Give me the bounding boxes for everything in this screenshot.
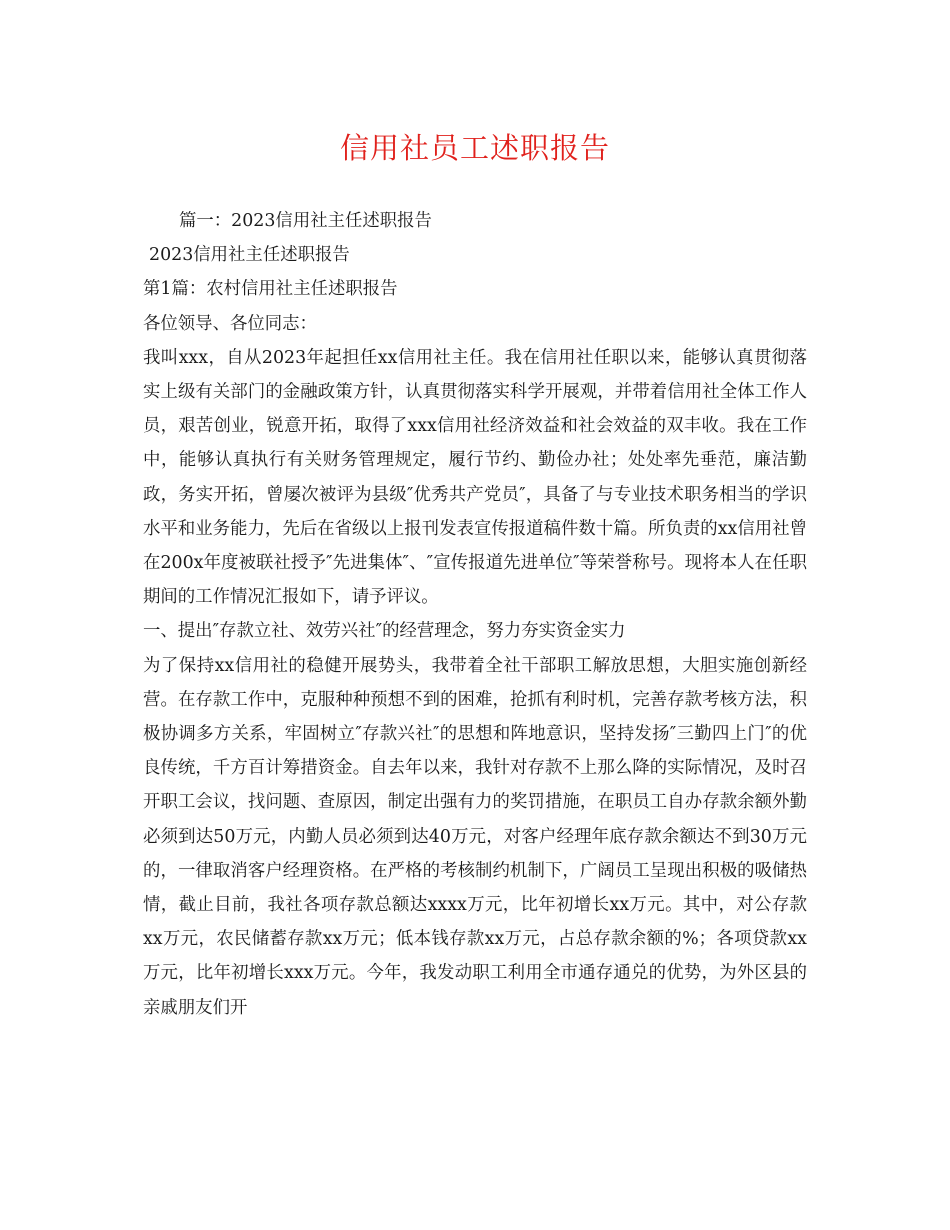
paragraph-heading-one: 一、提出″存款立社、效劳兴社″的经营理念，努力夯实资金实力 <box>143 621 626 642</box>
paragraph-deposits: 为了保持xx信用社的稳健开展势头，我带着全社干部职工解放思想，大胆实施创新经营。在存款工作中，克服种种预想不到的困难，抢抓有利时机，完善存款考核方法，积极协调多方关系，牢固树立″存款兴社″的思想和阵地意识，坚持发扬″三勤四上门″的优良传统，千方百计筹措资金。自去年以来，我针对存款不上那么降的实际情况，及时召开职工会议，找问题、查原因，制定出强有力的奖罚措施，在职员工自办存款余额外勤必须到达50万元，内勤人员必须到达40万元，对客户经理年底存款余额达不到30万元的，一律取消客户经理资格。在严格的考核制约机制下，广阔员工呈现出积极的吸储热情，截止目前，我社各项存款总额达xxxx万元，比年初增长xx万元。其中，对公存款xx万元，农民储蓄存款xx万元；低本钱存款xx万元，占总存款余额的%；各项贷款xx万元，比年初增长xxx万元。今年，我发动职工利用全市通存通兑的优势，为外区县的亲戚朋友们开 <box>143 655 807 1018</box>
paragraph-introduction: 我叫xxx，自从2023年起担任xx信用社主任。我在信用社任职以来，能够认真贯彻落实上级有关部门的金融政策方针，认真贯彻落实科学开展观，并带着信用社全体工作人员，艰苦创业，锐意开拓，取得了xxx信用社经济效益和社会效益的双丰收。我在工作中，能够认真执行有关财务管理规定，履行节约、勤俭办社；处处率先垂范，廉洁勤政，务实开拓，曾屡次被评为县级″优秀共产党员″，具备了与专业技术职务相当的学识水平和业务能力，先后在省级以上报刊发表宣传报道稿件数十篇。所负责的xx信用社曾在200x年度被联社授予″先进集体″、″宣传报道先进单位″等荣誉称号。现将本人在任职期间的工作情况汇报如下，请予评议。 <box>143 347 807 608</box>
paragraph-section-heading: 篇一：2023信用社主任述职报告 <box>179 211 432 231</box>
document-title: 信用社员工述职报告 <box>339 131 610 165</box>
paragraph-report-title: 2023信用社主任述职报告 <box>149 245 350 266</box>
paragraph-salutation: 各位领导、各位同志： <box>143 313 317 334</box>
document-body <box>143 204 807 1025</box>
paragraph-article-title: 第1篇：农村信用社主任述职报告 <box>143 279 398 300</box>
